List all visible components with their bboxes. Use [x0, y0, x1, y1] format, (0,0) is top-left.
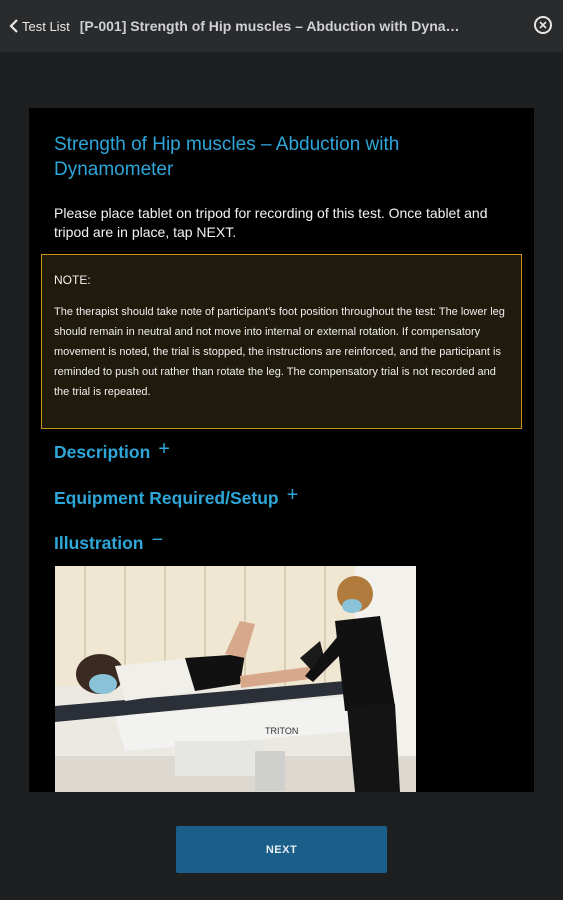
instruction-text: Please place tablet on tripod for recording of this test. Once tablet and tripod are in place, tap NEXT. [54, 205, 488, 240]
description-section-toggle[interactable] [54, 437, 170, 463]
section-label: Equipment Required/Setup [54, 488, 279, 508]
test-content-panel [29, 108, 534, 792]
close-icon [539, 16, 547, 34]
expand-icon: + [286, 483, 299, 506]
back-label: Test List [22, 18, 70, 34]
equipment-section-toggle[interactable] [54, 483, 299, 509]
expand-icon: + [158, 437, 170, 460]
note-label: NOTE: [54, 273, 91, 287]
note-body: The therapist should take note of participant’s foot position throughout the test: The lower leg should remain in neutral and not move into internal or external rotation. If compensatory movement is noted, the trial is stopped, the instructions are reinforced, and the participant is reminded to push out rather than rotate the leg. The compensatory trial is not recorded and the trial is repeated. [54, 306, 505, 398]
back-to-test-list-button[interactable] [8, 18, 70, 34]
close-button[interactable] [534, 16, 552, 34]
page-title: [P-001] Strength of Hip muscles – Abduction with Dyna… [79, 18, 460, 34]
table-brand-text: TRITON [265, 726, 299, 736]
illustration-photo [55, 566, 416, 792]
collapse-icon: − [151, 528, 164, 551]
note-box [41, 254, 522, 429]
section-label: Illustration [54, 533, 144, 553]
section-label: Description [54, 442, 151, 462]
test-heading: Strength of Hip muscles – Abduction with Dynamometer [54, 134, 400, 180]
illustration-section-toggle[interactable] [54, 528, 164, 554]
next-button[interactable]: NEXT [176, 826, 387, 873]
chevron-left-icon [8, 18, 20, 34]
top-bar [0, 0, 563, 52]
